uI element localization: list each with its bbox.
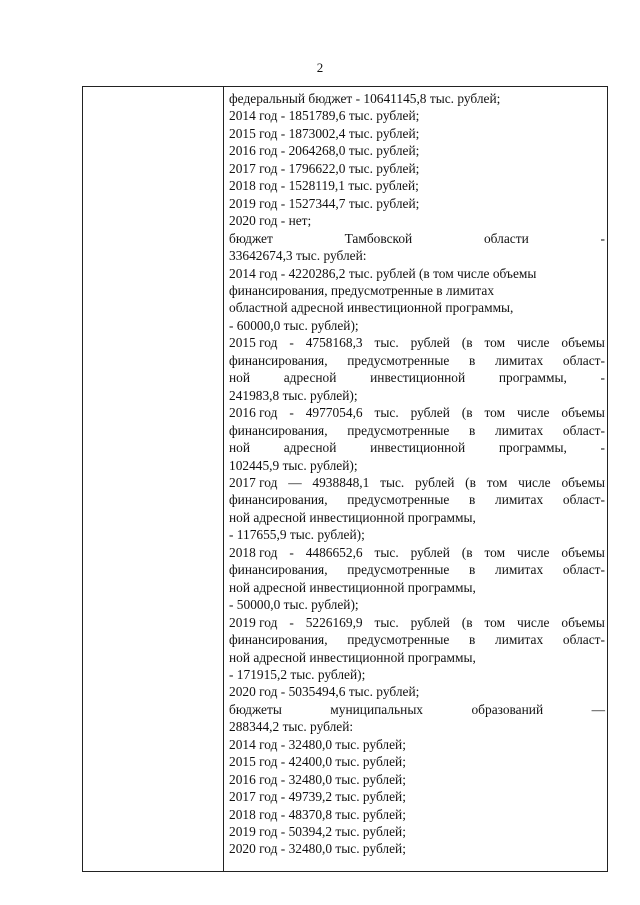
text-line <box>229 404 605 421</box>
text-line: ной адресной инвестиционной программы, <box>229 509 476 525</box>
text-word: рублей <box>415 474 455 490</box>
text-word: предусмотренные <box>347 352 450 368</box>
text-line: - 171915,2 тыс. рублей); <box>229 666 366 682</box>
document-table <box>82 86 608 872</box>
text-word: числе <box>517 405 550 421</box>
page-number: 2 <box>316 60 324 75</box>
text-word: ной <box>229 370 251 386</box>
text-word: объемы <box>561 405 605 421</box>
text-word: бюджет <box>229 230 273 246</box>
text-line: 2014 год - 32480,0 тыс. рублей; <box>229 736 406 752</box>
text-word: област- <box>562 352 605 368</box>
text-line <box>229 544 605 561</box>
text-line: 2020 год - 5035494,6 тыс. рублей; <box>229 684 420 700</box>
text-word: программы, <box>498 440 567 456</box>
text-line: 2019 год - 1527344,7 тыс. рублей; <box>229 195 420 211</box>
text-line: 2014 год - 4220286,2 тыс. рублей (в том числе объемы <box>229 265 537 281</box>
text-word: финансирования, <box>229 352 328 368</box>
text-word: (в <box>461 335 473 351</box>
text-word: программы, <box>498 370 567 386</box>
text-line: 2015 год - 1873002,4 тыс. рублей; <box>229 125 420 141</box>
text-word: бюджеты <box>229 701 282 717</box>
text-line: 2017 год - 49739,2 тыс. рублей; <box>229 789 406 805</box>
text-word: лимитах <box>495 492 544 508</box>
text-line <box>229 614 605 631</box>
text-line: 2015 год - 42400,0 тыс. рублей; <box>229 754 406 770</box>
text-line: 2020 год - нет; <box>229 213 312 229</box>
text-word: рублей <box>410 405 450 421</box>
text-word: 4977054,6 <box>305 405 363 421</box>
text-word: - <box>289 405 294 421</box>
text-line: 2018 год - 1528119,1 тыс. рублей; <box>229 178 419 194</box>
text-word: (в <box>461 544 473 560</box>
text-line: 2016 год - 2064268,0 тыс. рублей; <box>229 143 420 159</box>
text-word: финансирования, <box>229 562 328 578</box>
text-word: - <box>600 440 605 456</box>
text-word: предусмотренные <box>347 492 450 508</box>
text-word: финансирования, <box>229 632 328 648</box>
text-word: 4486652,6 <box>305 544 363 560</box>
text-word: финансирования, <box>229 422 328 438</box>
text-word: 2018 год <box>229 544 278 560</box>
text-word: муниципальных <box>330 701 424 717</box>
text-word: рублей <box>410 544 450 560</box>
text-word: предусмотренные <box>347 632 450 648</box>
text-word: 4938848,1 <box>312 474 370 490</box>
text-word: 2019 год <box>229 614 278 630</box>
text-line: 2017 год - 1796622,0 тыс. рублей; <box>229 160 420 176</box>
text-word: област- <box>562 632 605 648</box>
text-word: рублей <box>410 614 450 630</box>
text-word: - <box>289 335 294 351</box>
text-line: финансирования, предусмотренные в лимитах <box>229 282 495 298</box>
text-word: том <box>484 544 506 560</box>
text-line: ной адресной инвестиционной программы, <box>229 579 476 595</box>
text-word: рублей <box>410 335 450 351</box>
text-word: адресной <box>283 440 337 456</box>
text-word: образований <box>471 701 544 717</box>
text-word: - <box>600 370 605 386</box>
text-word: объемы <box>561 474 605 490</box>
text-word: в <box>468 632 476 648</box>
text-line: 2020 год - 32480,0 тыс. рублей; <box>229 841 406 857</box>
text-word: в <box>468 562 476 578</box>
text-word: в <box>468 352 476 368</box>
column-divider <box>223 87 224 871</box>
text-word: ной <box>229 440 251 456</box>
text-word: (в <box>465 474 476 490</box>
text-word: лимитах <box>495 352 544 368</box>
text-line <box>229 439 605 456</box>
text-word: в <box>468 492 476 508</box>
text-word: лимитах <box>495 632 544 648</box>
text-word: предусмотренные <box>347 422 450 438</box>
text-line: 2019 год - 50394,2 тыс. рублей; <box>229 824 406 840</box>
text-word: том <box>486 474 508 490</box>
table-cell-text <box>229 90 605 858</box>
text-word: адресной <box>283 370 337 386</box>
text-word: том <box>484 335 506 351</box>
text-word: лимитах <box>495 422 544 438</box>
text-word: 2016 год <box>229 405 278 421</box>
text-word: тыс. <box>374 405 399 421</box>
text-word: объемы <box>561 544 605 560</box>
text-word: финансирования, <box>229 492 328 508</box>
text-word: (в <box>461 405 473 421</box>
text-word: Тамбовской <box>344 230 413 246</box>
text-word: тыс. <box>374 614 399 630</box>
text-line <box>229 631 605 648</box>
text-word: — <box>288 474 302 490</box>
text-word: том <box>484 405 506 421</box>
text-line: 2016 год - 32480,0 тыс. рублей; <box>229 771 406 787</box>
text-word: 4758168,3 <box>305 335 363 351</box>
text-word: инвестиционной <box>370 440 466 456</box>
text-word: 5226169,9 <box>305 614 363 630</box>
text-line: 288344,2 тыс. рублей: <box>229 719 354 735</box>
text-word: област- <box>562 562 605 578</box>
text-word: предусмотренные <box>347 562 450 578</box>
text-line <box>229 422 605 439</box>
text-word: инвестиционной <box>370 370 466 386</box>
text-line: - 60000,0 тыс. рублей); <box>229 317 359 333</box>
text-line <box>229 491 605 508</box>
text-word: лимитах <box>495 562 544 578</box>
text-word: (в <box>461 614 473 630</box>
text-line: областной адресной инвестиционной программы, <box>229 300 514 316</box>
text-word: 2017 год <box>229 474 278 490</box>
text-word: числе <box>517 614 550 630</box>
text-word: области <box>483 230 529 246</box>
text-line: - 50000,0 тыс. рублей); <box>229 597 359 613</box>
text-line: 2018 год - 48370,8 тыс. рублей; <box>229 806 406 822</box>
text-line: федеральный бюджет - 10641145,8 тыс. рублей; <box>229 91 501 106</box>
text-word: том <box>484 614 506 630</box>
text-word: числе <box>517 335 550 351</box>
text-word: тыс. <box>380 474 405 490</box>
text-word: област- <box>562 492 605 508</box>
text-line <box>229 561 605 578</box>
text-word: област- <box>562 422 605 438</box>
text-line <box>229 474 605 491</box>
text-line: ной адресной инвестиционной программы, <box>229 649 476 665</box>
text-line <box>229 230 605 247</box>
text-word: - <box>289 614 294 630</box>
text-word: тыс. <box>374 335 399 351</box>
text-word: числе <box>517 544 550 560</box>
text-line <box>229 334 605 351</box>
text-word: объемы <box>561 614 605 630</box>
text-line: 33642674,3 тыс. рублей: <box>229 248 367 264</box>
text-word: тыс. <box>374 544 399 560</box>
text-word: в <box>468 422 476 438</box>
text-line: 241983,8 тыс. рублей); <box>229 387 358 403</box>
text-line <box>229 352 605 369</box>
text-word: объемы <box>561 335 605 351</box>
text-line: 102445,9 тыс. рублей); <box>229 457 358 473</box>
text-word: 2015 год <box>229 335 278 351</box>
text-word: - <box>289 544 294 560</box>
text-word: числе <box>518 474 551 490</box>
text-line: 2014 год - 1851789,6 тыс. рублей; <box>229 108 420 124</box>
text-line <box>229 701 605 718</box>
text-word: - <box>600 230 605 246</box>
text-line <box>229 369 605 386</box>
text-word: — <box>591 701 605 717</box>
text-line: - 117655,9 тыс. рублей); <box>229 527 365 543</box>
